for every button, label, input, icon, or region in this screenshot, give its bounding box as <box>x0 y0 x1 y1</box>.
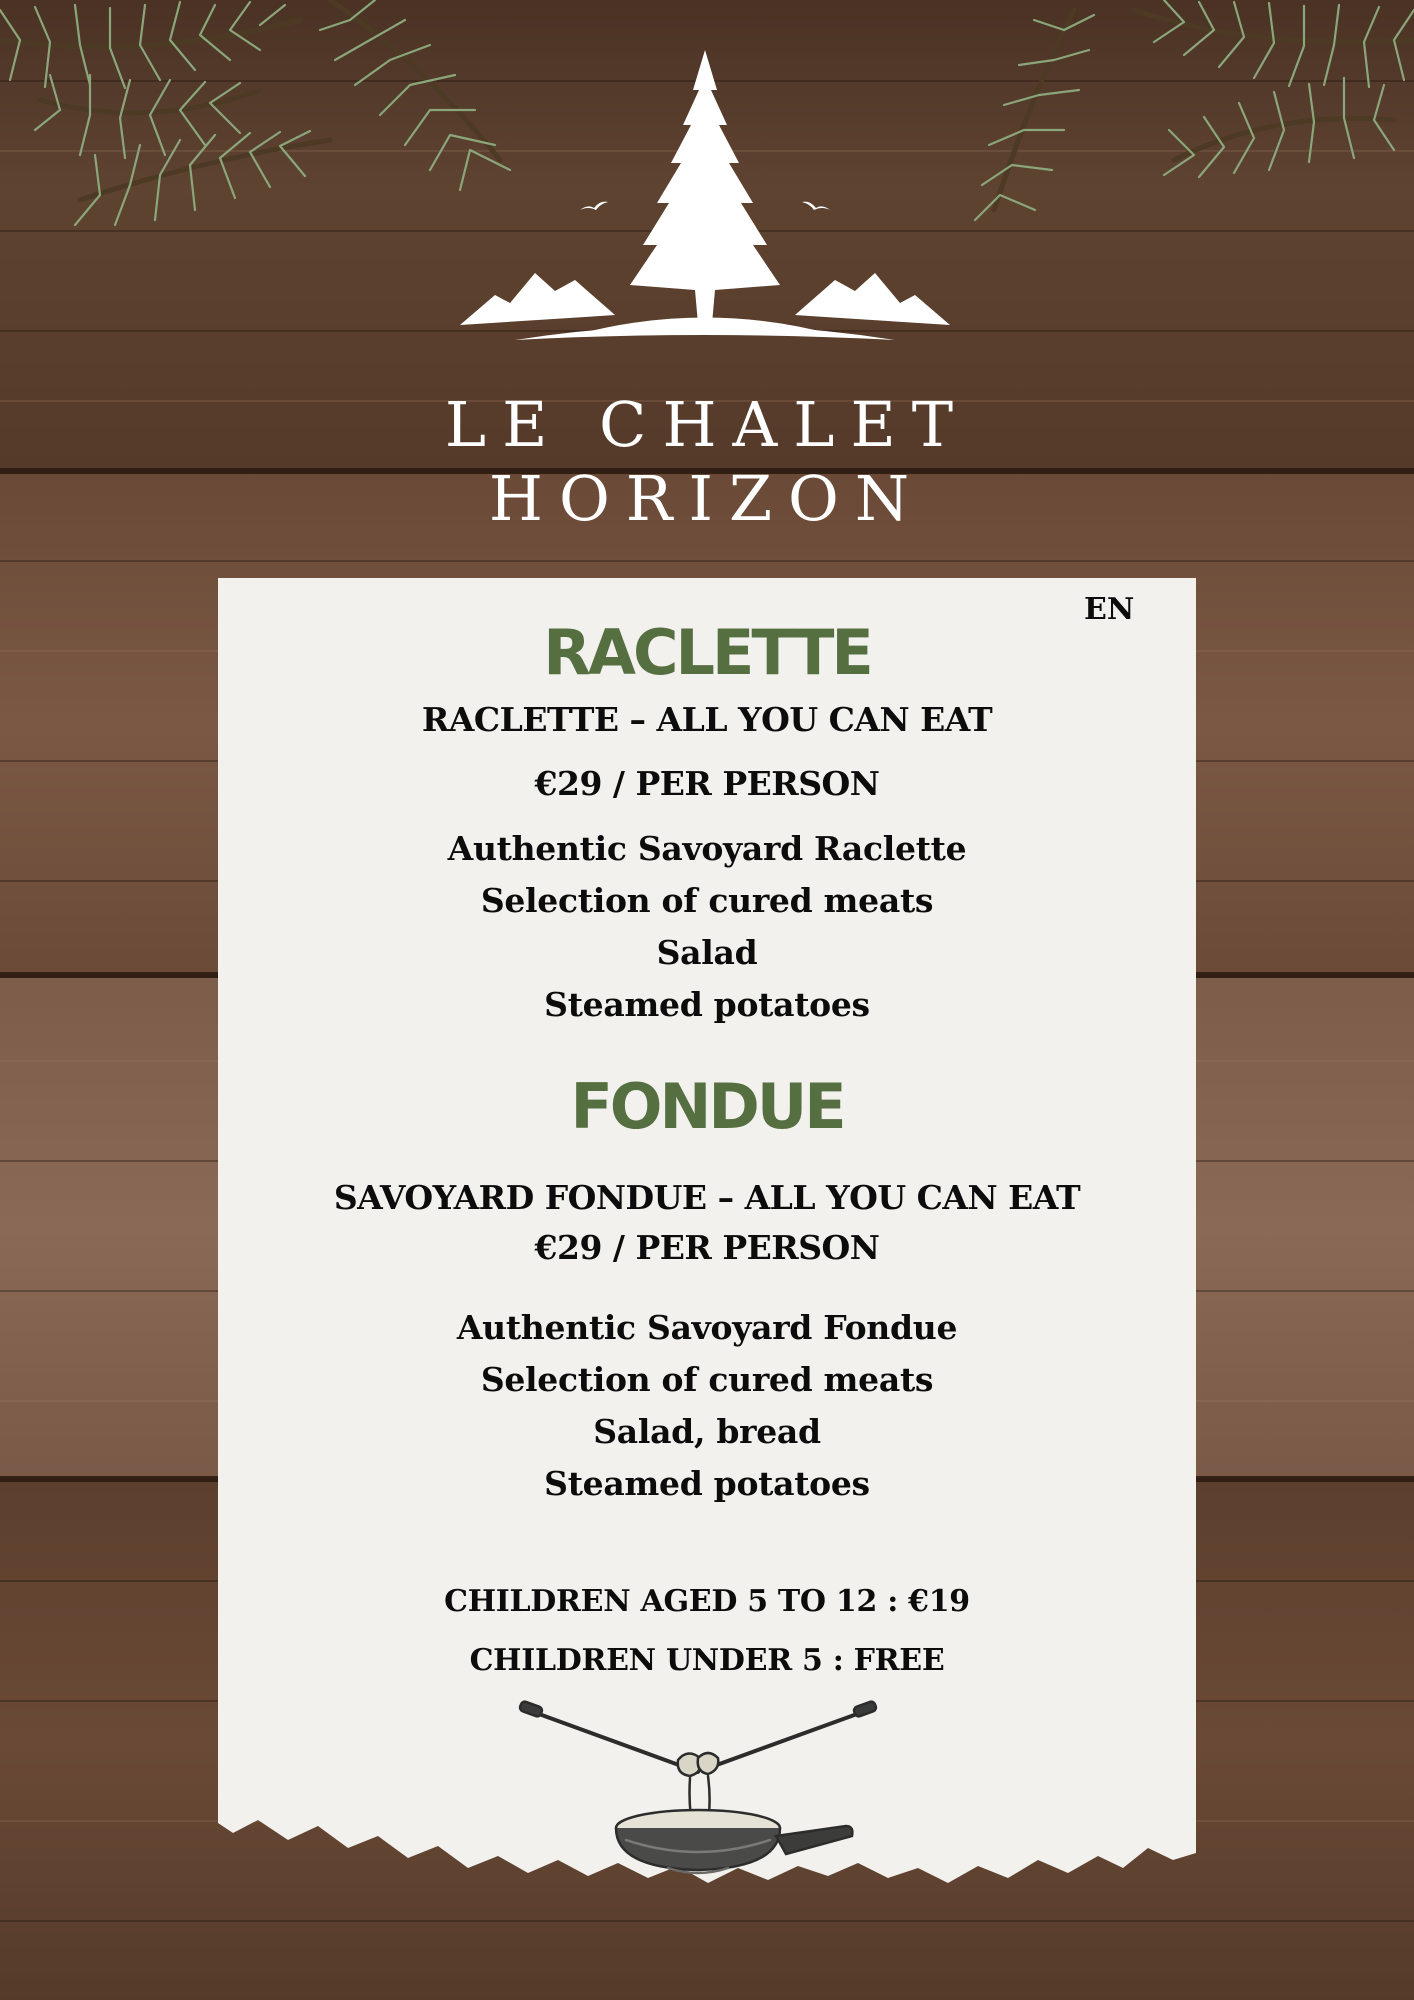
raclette-item: Selection of cured meats <box>480 881 934 920</box>
fondue-item: Steamed potatoes <box>544 1464 870 1503</box>
brand-name-line1: LE CHALET <box>444 388 970 461</box>
fondue-price: €29 / PER PERSON <box>534 1228 880 1267</box>
brand-name-line2: HORIZON <box>488 462 926 535</box>
pine-branch-icon <box>874 0 1414 230</box>
fondue-item: Authentic Savoyard Fondue <box>456 1308 958 1347</box>
children-price-5-12: CHILDREN AGED 5 TO 12 : €19 <box>444 1584 970 1619</box>
pine-tree-logo-icon <box>455 45 955 355</box>
fondue-pot-icon <box>518 1700 878 1880</box>
raclette-item: Authentic Savoyard Raclette <box>447 829 967 868</box>
fondue-offer: SAVOYARD FONDUE – ALL YOU CAN EAT <box>333 1178 1081 1217</box>
raclette-title: RACLETTE <box>543 616 871 689</box>
fondue-item: Salad, bread <box>593 1412 821 1451</box>
fondue-title: FONDUE <box>570 1070 844 1143</box>
raclette-item: Salad <box>656 933 758 972</box>
raclette-price: €29 / PER PERSON <box>534 764 880 803</box>
raclette-offer: RACLETTE – ALL YOU CAN EAT <box>421 700 993 739</box>
language-badge: EN <box>1084 592 1135 627</box>
pine-branch-icon <box>0 0 520 250</box>
fondue-item: Selection of cured meats <box>480 1360 934 1399</box>
children-price-under-5: CHILDREN UNDER 5 : FREE <box>469 1643 945 1678</box>
raclette-item: Steamed potatoes <box>544 985 870 1024</box>
menu-paper <box>218 578 1196 1888</box>
